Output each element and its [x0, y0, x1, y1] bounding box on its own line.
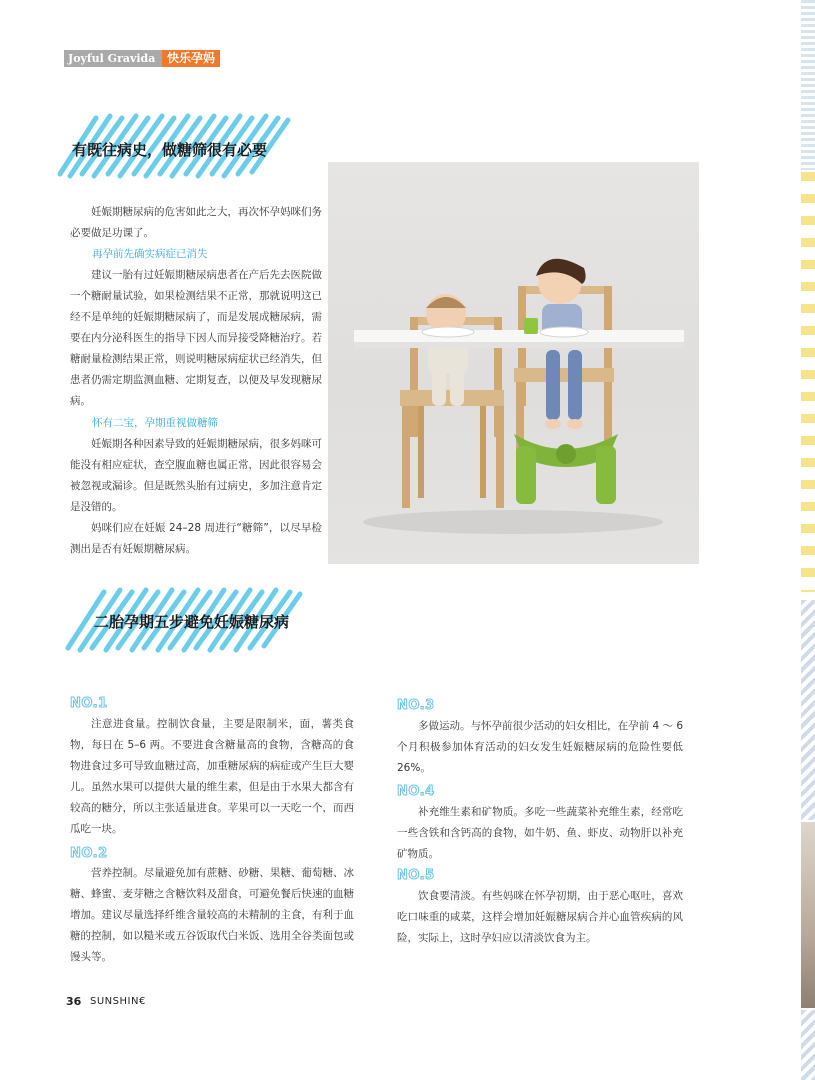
section1-paragraph-3: 妈咪们应在妊娠 24–28 周进行“糖筛”，以尽早检测出是否有妊娠期糖尿病。 [70, 522, 322, 555]
photo-illustration [328, 162, 699, 564]
section2-title: 二胎孕期五步避免妊娠糖尿病 [94, 613, 290, 631]
step-text-4: 补充维生素和矿物质。多吃一些蔬菜补充维生素，经常吃一些含铁和含钙高的食物，如牛奶、鱼、虾皮、动物肝以补充矿物质。 [397, 806, 683, 860]
page-number: 36 [66, 995, 82, 1008]
step-number-1: NO.1 [70, 696, 108, 711]
section1-subheading-2: 怀有二宝，孕期重视做糖筛 [92, 417, 218, 429]
section2-heading [64, 586, 308, 656]
section1-title: 有既往病史，做糖筛很有必要 [72, 141, 268, 159]
step-text-1: 注意进食量。控制饮食量，主要是限制米，面，薯类食物，每日在 5–6 两。不要进食含糖量高的食物，含糖高的食物进食过多可导致血糖过高，加重糖尿病的病症或产生巨大婴儿。虽然水果可以提供大量的维生素，但是由于水果大都含有较高的糖分，所以主张适量进食。苹果可以一天吃一个，而西瓜吃一块。 [70, 718, 354, 835]
step-number-5: NO.5 [397, 868, 435, 883]
step-text-5: 饮食要清淡。有些妈咪在怀孕初期，由于恶心呕吐，喜欢吃口味重的咸菜，这样会增加妊娠糖尿病合并心血管疾病的风险，实际上，这时孕妇应以清淡饮食为主。 [397, 890, 683, 944]
step-number-4: NO.4 [397, 784, 435, 799]
magazine-brand: SUNSHIN€ [90, 996, 146, 1007]
step-text-2: 营养控制。尽量避免加有蔗糖、砂糖、果糖、葡萄糖、冰糖、蜂蜜、麦芽糖之含糖饮料及甜食，可避免餐后快速的血糖增加。建议尽量选择纤维含量较高的未精制的主食，有利于血糖的控制，如以糙米或五谷饭取代白米饭、选用全谷类面包或馒头等。 [70, 867, 354, 963]
step-number-3: NO.3 [397, 698, 435, 713]
section1-heading [56, 112, 296, 182]
section1-intro: 妊娠期糖尿病的危害如此之大，再次怀孕妈咪们务必要做足功课了。 [70, 206, 322, 239]
decorative-side-strip [801, 0, 815, 1080]
column-tag-english: Joyful Gravida [64, 50, 163, 67]
step-text-3: 多做运动。与怀孕前很少活动的妇女相比，在孕前 4 ～ 6 个月积极参加体育活动的妇女发生妊娠糖尿病的危险性要低 26%。 [397, 720, 683, 774]
step-number-2: NO.2 [70, 846, 108, 861]
section1-paragraph-1: 建议一胎有过妊娠期糖尿病患者在产后先去医院做一个糖耐量试验，如果检测结果不正常，那就说明这已经不是单纯的妊娠期糖尿病了，而是发展成糖尿病，需要在内分泌科医生的指导下因人而异接受降糖治疗。若糖耐量检测结果正常，则说明糖尿病症状已经消失，但患者仍需定期监测血糖、定期复查，以便及早发现糖尿病。 [70, 269, 322, 407]
section1-subheading-1: 再孕前先确实病症已消失 [92, 248, 208, 260]
children-at-table-photo [328, 162, 699, 564]
column-tag-chinese: 快乐孕妈 [162, 50, 220, 67]
section1-paragraph-2: 妊娠期各种因素导致的妊娠期糖尿病，很多妈咪可能没有相应症状，查空腹血糖也属正常，因此很容易会被忽视或漏诊。但是既然头胎有过病史，多加注意肯定是没错的。 [70, 438, 322, 513]
